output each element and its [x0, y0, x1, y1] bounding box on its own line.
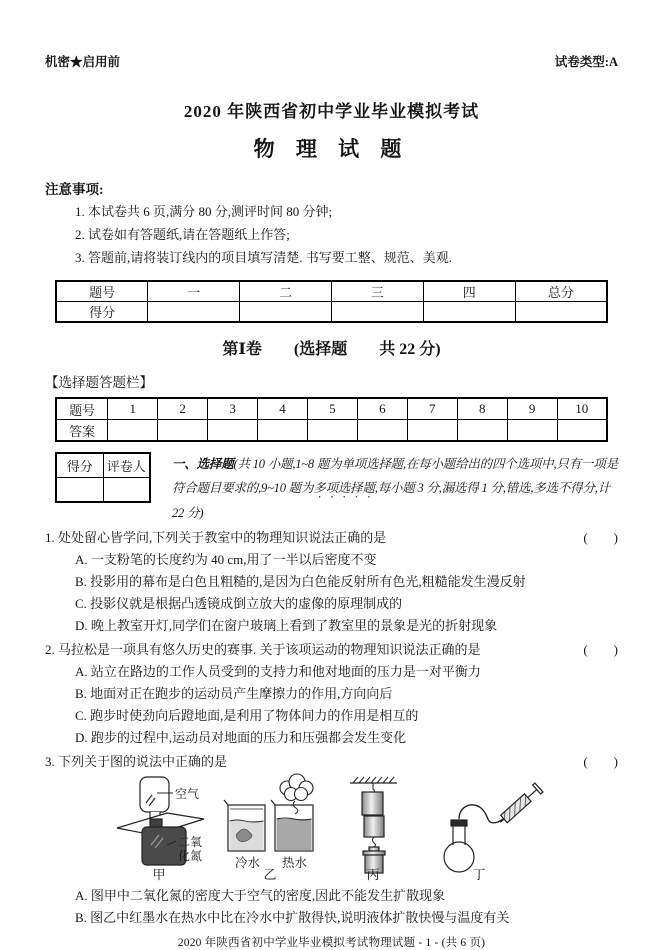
- question-option: D. 跑步的过程中,运动员对地面的压力和压强都会发生变化: [75, 730, 407, 745]
- confidential-label: 机密★启用前: [45, 55, 121, 69]
- question-3: [45, 751, 618, 929]
- page-header: [45, 52, 618, 70]
- answer-bar-heading: 【选择题答题栏】: [45, 375, 153, 390]
- instruction-body: (共 10 小题,1~8 题为单项选择题,在每小题给出的四个选项中,只有一项是符合题目要求的,9~10 题为: [172, 457, 618, 495]
- score-table-header-cell: 四: [423, 281, 515, 302]
- answer-table-empty-cell: [507, 420, 557, 442]
- table-row: [56, 420, 607, 442]
- question-3-figure: [107, 775, 618, 885]
- question-text: 1. 处处留心皆学问,下列关于教室中的物理知识说法正确的是: [45, 530, 387, 545]
- score-table-empty-cell: [331, 302, 423, 323]
- answer-table-number-cell: 9: [507, 398, 557, 420]
- answer-table-number-cell: 4: [258, 398, 308, 420]
- answer-table-number-cell: 2: [158, 398, 208, 420]
- grader-label-cell: 评卷人: [103, 453, 150, 478]
- exam-title: 2020 年陕西省初中学业毕业模拟考试: [183, 102, 480, 121]
- table-row: [56, 302, 607, 323]
- answer-table-number-cell: 8: [457, 398, 507, 420]
- diagram-flask-syringe: [444, 783, 543, 872]
- answer-table-empty-cell: [158, 420, 208, 442]
- question-option: C. 跑步时使劲向后蹬地面,是利用了物体间力的作用是相互的: [75, 708, 419, 723]
- answer-table-empty-cell: [407, 420, 457, 442]
- table-row: [56, 453, 150, 478]
- air-label: 空气: [175, 787, 200, 801]
- answer-table-number-cell: 3: [208, 398, 258, 420]
- choice-answer-table: [55, 397, 608, 442]
- score-table-empty-cell: [148, 302, 240, 323]
- question-2: [45, 639, 618, 749]
- caption-jia: 甲: [152, 867, 166, 882]
- part1-title: 第Ⅰ卷 (选择题 共 22 分): [222, 341, 441, 358]
- score-table-empty-cell: [423, 302, 515, 323]
- page-footer: 2020 年陕西省初中学业毕业模拟考试物理试题 - 1 - (共 6 页): [177, 937, 486, 949]
- subject-title: 物 理 试 题: [253, 137, 410, 161]
- question-option: B. 地面对正在跑步的运动员产生摩擦力的作用,方向向后: [75, 686, 393, 701]
- table-row: [56, 398, 607, 420]
- answer-table-empty-cell: [457, 420, 507, 442]
- question-text: 2. 马拉松是一项具有悠久历史的赛事. 关于该项运动的物理知识说法正确的是: [45, 642, 481, 657]
- instruction-emphasis: 多项选择题: [313, 481, 375, 495]
- answer-table-number-cell: 7: [407, 398, 457, 420]
- answer-bracket: ( ): [583, 642, 618, 657]
- hot-water-label: 热水: [282, 856, 308, 870]
- answer-table-number-cell: 6: [357, 398, 407, 420]
- table-row: [56, 281, 607, 302]
- answer-table-empty-cell: [557, 420, 607, 442]
- question-option: A. 一支粉笔的长度约为 40 cm,用了一半以后密度不变: [75, 552, 377, 567]
- score-table-header-cell: 总分: [515, 281, 607, 302]
- question-option: D. 晚上教室开灯,同学们在窗户玻璃上看到了教室里的景象是光的折射现象: [75, 618, 498, 633]
- notice-section: [45, 180, 618, 269]
- cold-water-label: 冷水: [235, 856, 261, 870]
- answer-table-number-cell: 10: [557, 398, 607, 420]
- score-table-header-cell: 题号: [56, 281, 148, 302]
- diagram-lead-cylinders: [350, 777, 397, 873]
- question-option: C. 投影仪就是根据凸透镜成倒立放大的虚像的原理制成的: [75, 596, 403, 611]
- answer-table-empty-cell: [258, 420, 308, 442]
- score-table-row-label: 得分: [56, 302, 148, 323]
- answer-table-number-cell: 1: [108, 398, 158, 420]
- question-option: A. 图甲中二氧化氮的密度大于空气的密度,因此不能发生扩散现象: [75, 888, 446, 903]
- notice-item: 1. 本试卷共 6 页,满分 80 分,测评时间 80 分钟;: [75, 204, 333, 219]
- score-table-header-cell: 三: [331, 281, 423, 302]
- score-table-header-cell: 一: [148, 281, 240, 302]
- question-text: 3. 下列关于图的说法中正确的是: [45, 754, 228, 769]
- notice-heading: 注意事项:: [45, 182, 104, 197]
- grader-score-box: [55, 452, 151, 503]
- score-table-header-cell: 二: [240, 281, 332, 302]
- instruction-body: ,每小题 3 分,漏选得 1 分,错选,多选不得分,计 22 分): [172, 481, 611, 520]
- paper-type-label: 试卷类型:A: [554, 55, 618, 69]
- answer-table-empty-cell: [307, 420, 357, 442]
- answer-table-header-label: 题号: [56, 398, 108, 420]
- notice-item: 2. 试卷如有答题纸,请在答题纸上作答;: [75, 227, 290, 242]
- score-table-empty-cell: [515, 302, 607, 323]
- answer-table-empty-cell: [357, 420, 407, 442]
- answer-table-row-label: 答案: [56, 420, 108, 442]
- answer-bracket: ( ): [583, 754, 618, 769]
- instruction-lead: 一、选择题: [172, 457, 234, 471]
- diagram-gas-diffusion: [117, 777, 204, 865]
- score-summary-table: [55, 280, 608, 323]
- section1-instruction-block: [45, 452, 618, 525]
- caption-ding: 丁: [472, 867, 486, 882]
- answer-table-empty-cell: [208, 420, 258, 442]
- physics-experiments-figure: [107, 775, 607, 881]
- notice-item: 3. 答题前,请将装订线内的项目填写清楚. 书写要工整、规范、美观.: [75, 250, 453, 265]
- score-label-cell: 得分: [56, 453, 103, 478]
- answer-bracket: ( ): [583, 530, 618, 545]
- score-table-empty-cell: [240, 302, 332, 323]
- question-option: B. 图乙中红墨水在热水中比在冷水中扩散得快,说明液体扩散快慢与温度有关: [75, 910, 510, 925]
- caption-bing: 丙: [366, 867, 380, 882]
- question-1: [45, 527, 618, 637]
- table-row: [56, 478, 150, 503]
- no2-label-line2: 化氮: [178, 849, 203, 863]
- caption-yi: 乙: [263, 867, 277, 882]
- answer-table-empty-cell: [108, 420, 158, 442]
- diagram-ink-diffusion: [224, 774, 313, 870]
- answer-table-number-cell: 5: [307, 398, 357, 420]
- question-option: B. 投影用的幕布是白色且粗糙的,是因为白色能反射所有色光,粗糙能发生漫反射: [75, 574, 526, 589]
- no2-label-line1: 二氧: [178, 835, 203, 849]
- score-empty-cell: [56, 478, 103, 503]
- grader-empty-cell: [103, 478, 150, 503]
- question-option: A. 站立在路边的工作人员受到的支持力和他对地面的压力是一对平衡力: [75, 664, 481, 679]
